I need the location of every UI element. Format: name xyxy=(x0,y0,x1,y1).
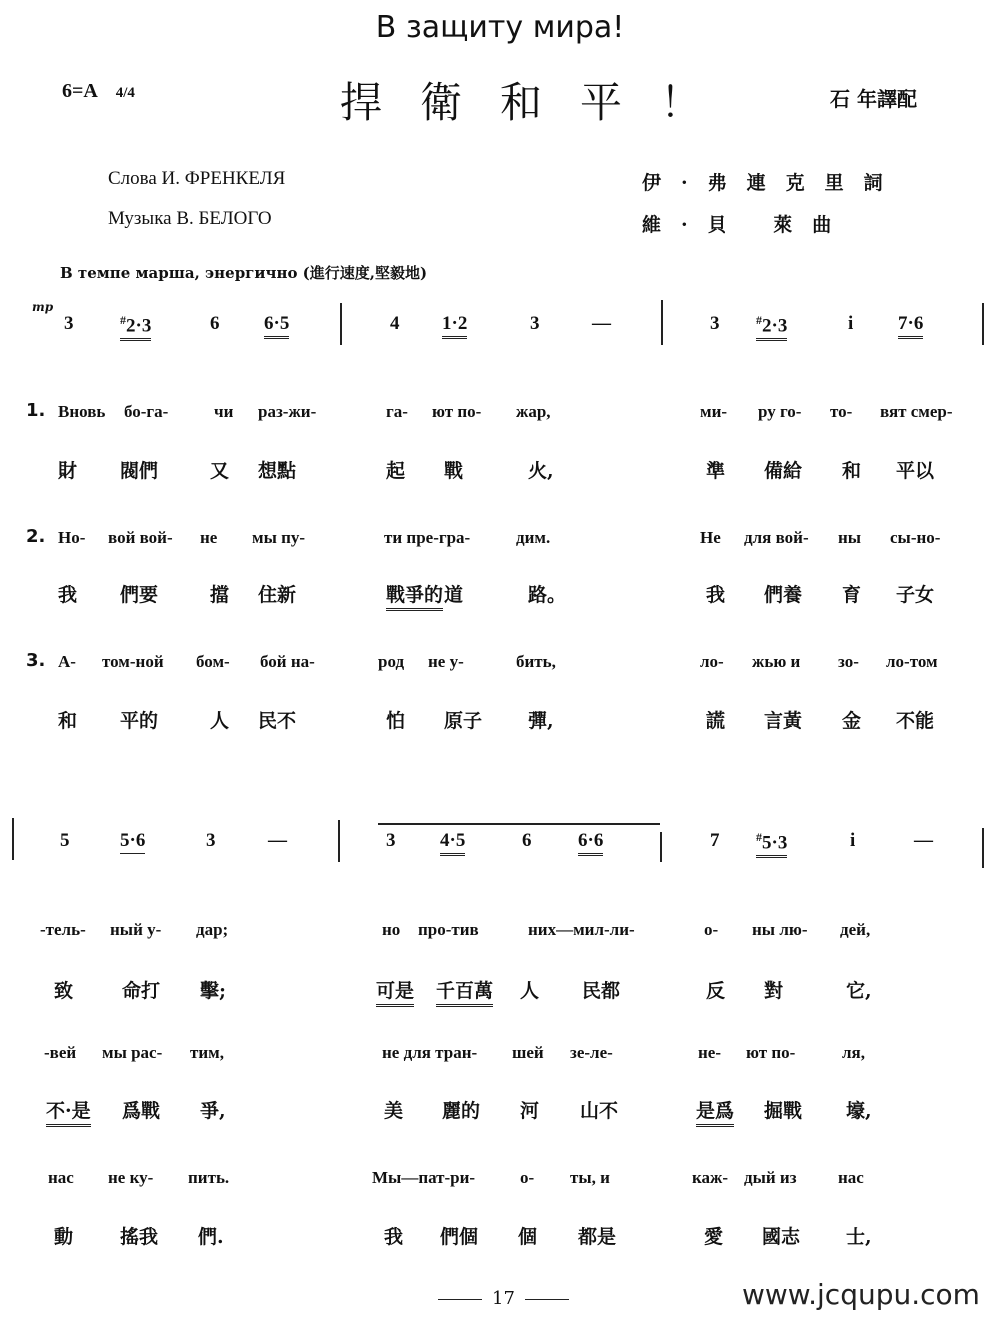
lyric-syllable-ru: дим. xyxy=(516,528,551,547)
lyric-syllable-cn: 致 xyxy=(54,980,74,1002)
lyric-syllable-cn: 我 xyxy=(384,1226,404,1248)
dash-right xyxy=(525,1299,569,1300)
lyric-syllable-cn: 擊; xyxy=(200,980,227,1002)
lyric-syllable-ru: ло- xyxy=(700,652,724,671)
lyric-syllable-cn: 怕 xyxy=(386,710,406,732)
lyric-syllable-ru: вят смер- xyxy=(880,402,953,421)
barline xyxy=(660,832,662,862)
note: i xyxy=(850,830,856,851)
lyric-syllable-ru: бой на- xyxy=(260,652,315,671)
watermark: www.jcqupu.com xyxy=(742,1278,980,1311)
lyric-syllable-ru: ми- xyxy=(700,402,728,421)
note: 6·5 xyxy=(264,313,289,339)
note: #2·3 xyxy=(120,313,151,341)
sharp-icon: # xyxy=(756,313,762,327)
sharp-icon: # xyxy=(756,830,762,844)
note: 3 xyxy=(206,830,216,851)
lyric-syllable-ru: бо-га- xyxy=(124,402,169,421)
lyric-syllable-ru: зе-ле- xyxy=(570,1043,613,1062)
lyric-syllable-ru: ны лю- xyxy=(752,920,808,939)
note: 5 xyxy=(60,830,70,851)
verse-number: 1. xyxy=(26,400,46,421)
lyric-syllable-cn: 可是 xyxy=(376,976,414,1007)
lyric-syllable-cn: 是爲 xyxy=(696,1096,734,1127)
lyric-syllable-ru: чи xyxy=(214,402,234,421)
note: 1·2 xyxy=(442,313,467,339)
lyric-syllable-cn: 它, xyxy=(846,980,872,1002)
lyric-syllable-cn: 們養 xyxy=(764,584,803,606)
lyric-syllable-cn: 不能 xyxy=(896,710,935,732)
lyric-syllable-cn: 育 xyxy=(842,584,862,606)
lyric-syllable-ru: ты, и xyxy=(570,1168,610,1187)
lyric-syllable-ru: раз-жи- xyxy=(258,402,317,421)
lyric-syllable-cn: 民不 xyxy=(258,710,297,732)
note: 5·6 xyxy=(120,830,145,854)
lyricist-credit-cn: 伊·弗連克里詞 xyxy=(642,172,903,194)
note: 4 xyxy=(390,313,400,334)
note: 7 xyxy=(710,830,720,851)
lyric-syllable-ru: тим, xyxy=(190,1043,224,1062)
lyric-syllable-ru: не ку- xyxy=(108,1168,154,1187)
lyric-syllable-ru: ру го- xyxy=(758,402,802,421)
lyric-syllable-ru: них—мил-ли- xyxy=(528,920,635,939)
note: #2·3 xyxy=(756,313,787,341)
page-number xyxy=(428,1288,579,1309)
lyric-syllable-ru: ют по- xyxy=(746,1043,796,1062)
note: — xyxy=(592,313,611,334)
note: — xyxy=(268,830,287,851)
lyric-syllable-cn: 人 xyxy=(520,980,540,1002)
lyric-syllable-cn: 們. xyxy=(198,1226,224,1248)
lyric-syllable-ru: род xyxy=(378,652,405,671)
lyric-syllable-cn: 火, xyxy=(528,460,554,482)
lyric-syllable-ru: то- xyxy=(830,402,853,421)
note: 6 xyxy=(210,313,220,334)
lyric-syllable-ru: дый из xyxy=(744,1168,797,1187)
note: 3 xyxy=(530,313,540,334)
lyric-syllable-ru: каж- xyxy=(692,1168,729,1187)
lyric-syllable-cn: 彈, xyxy=(528,710,554,732)
note: 7·6 xyxy=(898,313,923,339)
lyric-syllable-ru: ют по- xyxy=(432,402,482,421)
lyric-syllable-ru: нас xyxy=(838,1168,864,1187)
lyricist-credit-ru: Слова И. ФРЕНКЕЛЯ xyxy=(108,168,286,189)
lyric-syllable-ru: о- xyxy=(704,920,719,939)
lyric-syllable-cn: 謊 xyxy=(706,710,726,732)
lyric-syllable-ru: но xyxy=(382,920,401,939)
lyric-syllable-cn: 和 xyxy=(842,460,862,482)
key-value: 6=A xyxy=(62,80,97,102)
lyric-syllable-cn: 和 xyxy=(58,710,78,732)
lyric-syllable-cn: 人 xyxy=(210,710,230,732)
lyric-syllable-ru: шей xyxy=(512,1043,544,1062)
lyric-syllable-cn: 們個 xyxy=(440,1226,479,1248)
lyric-syllable-cn: 搖我 xyxy=(120,1226,159,1248)
lyric-syllable-ru: бить, xyxy=(516,652,556,671)
lyric-syllable-cn: 爭, xyxy=(200,1100,226,1122)
title-chinese: 捍衛和平！ xyxy=(340,78,741,127)
lyric-syllable-ru: -вей xyxy=(44,1043,77,1062)
note: 6·6 xyxy=(578,830,603,856)
lyric-syllable-cn: 準 xyxy=(706,460,726,482)
lyric-syllable-cn: 平以 xyxy=(896,460,935,482)
time-signature: 4/4 xyxy=(115,85,135,101)
lyric-syllable-cn: 都是 xyxy=(578,1226,617,1248)
lyric-syllable-cn: 金 xyxy=(842,710,862,732)
note: #5·3 xyxy=(756,830,787,858)
lyric-syllable-ru: ля, xyxy=(842,1043,865,1062)
lyric-syllable-cn: 平的 xyxy=(120,710,159,732)
lyric-syllable-ru: вой вой- xyxy=(108,528,173,547)
lyric-syllable-cn: 備給 xyxy=(764,460,803,482)
lyric-syllable-ru: -тель- xyxy=(40,920,86,939)
lyric-syllable-cn: 愛 xyxy=(704,1226,724,1248)
composer-credit-ru: Музыка В. БЕЛОГО xyxy=(108,208,272,229)
lyric-syllable-cn: 國志 xyxy=(762,1226,801,1248)
lyric-syllable-cn: 反 xyxy=(706,980,726,1002)
verse-number: 3. xyxy=(26,650,46,671)
lyric-syllable-ru: Вновь xyxy=(58,402,106,421)
lyric-syllable-ru: бом- xyxy=(196,652,230,671)
verse-number: 2. xyxy=(26,526,46,547)
lyric-syllable-cn: 民都 xyxy=(582,980,621,1002)
slur-line xyxy=(378,823,660,825)
lyric-syllable-ru: ный у- xyxy=(110,920,162,939)
lyric-syllable-cn: 壕, xyxy=(846,1100,872,1122)
page-number-value: 17 xyxy=(492,1288,515,1309)
lyric-syllable-ru: дар; xyxy=(196,920,229,939)
lyric-syllable-cn: 起 xyxy=(386,460,406,482)
barline xyxy=(982,828,984,868)
lyric-syllable-cn: 住新 xyxy=(258,584,297,606)
lyric-syllable-ru: ны xyxy=(838,528,862,547)
lyric-syllable-cn: 原子 xyxy=(444,710,483,732)
translator-credit: 石 年譯配 xyxy=(830,87,917,111)
lyric-syllable-ru: зо- xyxy=(838,652,859,671)
lyric-syllable-ru: сы-но- xyxy=(890,528,941,547)
note: i xyxy=(848,313,854,334)
lyric-syllable-cn: 河 xyxy=(520,1100,540,1122)
lyric-syllable-ru: жью и xyxy=(752,652,801,671)
lyric-syllable-ru: А- xyxy=(58,652,76,671)
barline xyxy=(12,818,14,860)
lyric-syllable-ru: ло-том xyxy=(886,652,938,671)
lyric-syllable-cn: 麗的 xyxy=(442,1100,481,1122)
lyric-syllable-cn: 子女 xyxy=(896,584,935,606)
lyric-syllable-cn: 掘戰 xyxy=(764,1100,803,1122)
lyric-syllable-ru: не xyxy=(200,528,218,547)
lyric-syllable-ru: не для тран- xyxy=(382,1043,478,1062)
lyric-syllable-ru: га- xyxy=(386,402,408,421)
lyric-syllable-cn: 想點 xyxy=(258,460,297,482)
lyric-syllable-cn: 我 xyxy=(706,584,726,606)
note: 3 xyxy=(710,313,720,334)
lyric-syllable-cn: 個 xyxy=(518,1226,538,1248)
lyric-syllable-ru: мы пу- xyxy=(252,528,306,547)
dynamic-marking: mp xyxy=(32,300,54,314)
lyric-syllable-ru: Мы—пат-ри- xyxy=(372,1168,476,1187)
barline xyxy=(340,303,342,345)
lyric-syllable-ru: ти пре-гра- xyxy=(384,528,471,547)
sharp-icon: # xyxy=(120,313,126,327)
lyric-syllable-cn: 爲戰 xyxy=(122,1100,161,1122)
lyric-syllable-cn: 路。 xyxy=(528,584,567,606)
lyric-syllable-ru: о- xyxy=(520,1168,535,1187)
barline xyxy=(982,303,984,345)
barline xyxy=(338,820,340,862)
lyric-syllable-ru: пить. xyxy=(188,1168,230,1187)
lyric-syllable-ru: мы рас- xyxy=(102,1043,163,1062)
note: 3 xyxy=(64,313,74,334)
composer-credit-cn: 維·貝 萊曲 xyxy=(642,214,852,236)
key-signature xyxy=(62,80,135,103)
title-russian: В защиту мира! xyxy=(375,10,625,45)
note: 4·5 xyxy=(440,830,465,856)
lyric-syllable-ru: про-тив xyxy=(418,920,479,939)
lyric-syllable-cn: 又 xyxy=(210,460,230,482)
lyric-syllable-cn: 閥們 xyxy=(120,460,159,482)
lyric-syllable-cn: 財 xyxy=(58,460,78,482)
lyric-syllable-cn: 戰 xyxy=(444,460,464,482)
lyric-syllable-cn: 對 xyxy=(764,980,784,1002)
note: — xyxy=(914,830,933,851)
tempo-marking: В темпе марша, энергично (進行速度,堅毅地) xyxy=(60,264,428,282)
lyric-syllable-ru: дей, xyxy=(840,920,871,939)
lyric-syllable-ru: не у- xyxy=(428,652,464,671)
note: 6 xyxy=(522,830,532,851)
lyric-syllable-ru: не- xyxy=(698,1043,722,1062)
lyric-syllable-cn: 士, xyxy=(846,1226,872,1248)
dash-left xyxy=(438,1299,482,1300)
lyric-syllable-cn: 千百萬 xyxy=(436,976,493,1007)
lyric-syllable-cn: 我 xyxy=(58,584,78,606)
lyric-syllable-cn: 美 xyxy=(384,1100,404,1122)
lyric-syllable-ru: Не xyxy=(700,528,721,547)
note: 3 xyxy=(386,830,396,851)
barline xyxy=(661,300,663,345)
lyric-syllable-ru: том-ной xyxy=(102,652,164,671)
lyric-syllable-cn: 動 xyxy=(54,1226,74,1248)
lyric-syllable-ru: Но- xyxy=(58,528,86,547)
lyric-syllable-cn: 戰爭的 xyxy=(386,580,443,611)
lyric-syllable-ru: для вой- xyxy=(744,528,809,547)
lyric-syllable-cn: 山不 xyxy=(580,1100,619,1122)
lyric-syllable-ru: жар, xyxy=(516,402,551,421)
lyric-syllable-cn: 擋 xyxy=(210,584,230,606)
lyric-syllable-cn: 言黃 xyxy=(764,710,803,732)
lyric-syllable-cn: 命打 xyxy=(122,980,161,1002)
lyric-syllable-cn: 不·是 xyxy=(46,1096,91,1127)
lyric-syllable-ru: нас xyxy=(48,1168,74,1187)
lyric-syllable-cn: 道 xyxy=(444,584,464,606)
lyric-syllable-cn: 們要 xyxy=(120,584,159,606)
